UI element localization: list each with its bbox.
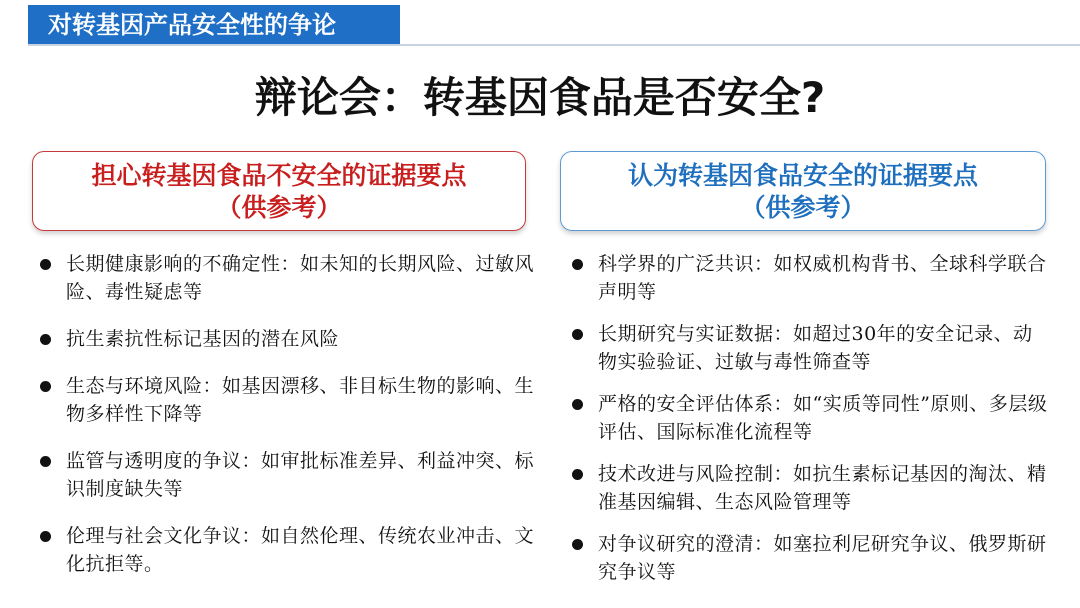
- unsafe-evidence-heading-box: [32, 151, 526, 231]
- bullet-icon: [572, 469, 583, 480]
- bullet-icon: [40, 381, 51, 392]
- list-item: [40, 372, 540, 428]
- page-title: 辩论会：转基因食品是否安全?: [254, 73, 826, 122]
- safe-evidence-list: [572, 250, 1052, 600]
- list-item-text: 长期研究与实证数据：如超过30年的安全记录、动物实验验证、过敏与毒性筛查等: [598, 323, 1033, 373]
- safe-evidence-heading-box: [560, 151, 1046, 231]
- bullet-icon: [40, 334, 51, 345]
- bullet-icon: [40, 531, 51, 542]
- list-item: [40, 250, 540, 306]
- list-item-text: 技术改进与风险控制：如抗生素标记基因的淘汰、精准基因编辑、生态风险管理等: [598, 463, 1047, 513]
- list-item: [572, 390, 1052, 446]
- bullet-icon: [40, 456, 51, 467]
- list-item-text: 监管与透明度的争议：如审批标准差异、利益冲突、标识制度缺失等: [66, 450, 535, 500]
- list-item-text: 伦理与社会文化争议：如自然伦理、传统农业冲击、文化抗拒等。: [66, 525, 535, 575]
- safe-heading-line2: （供参考）: [740, 193, 866, 222]
- list-item-text: 对争议研究的澄清：如塞拉利尼研究争议、俄罗斯研究争议等: [598, 533, 1047, 583]
- bullet-icon: [572, 399, 583, 410]
- list-item-text: 生态与环境风险：如基因漂移、非目标生物的影响、生物多样性下降等: [66, 375, 535, 425]
- bullet-icon: [572, 539, 583, 550]
- list-item-text: 抗生素抗性标记基因的潜在风险: [66, 328, 340, 350]
- safe-heading-line1: 认为转基因食品安全的证据要点: [627, 161, 978, 190]
- bullet-icon: [572, 329, 583, 340]
- list-item: [572, 250, 1052, 306]
- list-item-text: 严格的安全评估体系：如“实质等同性”原则、多层级评估、国际标准化流程等: [598, 393, 1048, 443]
- bullet-icon: [40, 259, 51, 270]
- list-item: [40, 447, 540, 503]
- list-item: [572, 530, 1052, 586]
- unsafe-heading-line1: 担心转基因食品不安全的证据要点: [91, 161, 467, 190]
- list-item: [572, 460, 1052, 516]
- unsafe-heading-line2: （供参考）: [216, 193, 342, 222]
- list-item: [572, 320, 1052, 376]
- section-title-tab: 对转基因产品安全性的争论: [28, 5, 400, 46]
- list-item-text: 科学界的广泛共识：如权威机构背书、全球科学联合声明等: [598, 253, 1047, 303]
- list-item: [40, 325, 540, 353]
- unsafe-evidence-list: [40, 250, 540, 597]
- bullet-icon: [572, 259, 583, 270]
- list-item: [40, 522, 540, 578]
- header-divider: [28, 44, 1080, 46]
- list-item-text: 长期健康影响的不确定性：如未知的长期风险、过敏风险、毒性疑虑等: [66, 253, 535, 303]
